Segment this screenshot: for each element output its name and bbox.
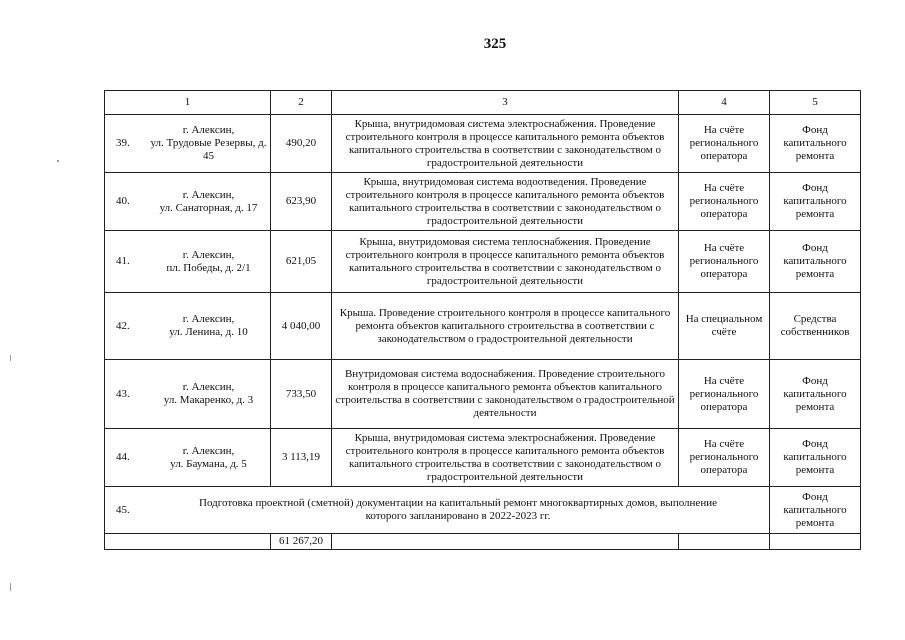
account-cell: На счёте регионального оператора	[679, 429, 770, 487]
address-cell	[105, 173, 271, 231]
funding-source-cell: Средства собственников	[770, 293, 861, 360]
funding-source-cell: Фонд капитального ремонта	[770, 115, 861, 173]
row-number: 42.	[116, 319, 130, 332]
total-label-cell	[105, 534, 271, 550]
empty-cell	[679, 534, 770, 550]
amount-cell: 623,90	[271, 173, 332, 231]
scan-speck	[10, 355, 11, 361]
account-cell: На счёте регионального оператора	[679, 231, 770, 293]
address-cell	[105, 293, 271, 360]
account-cell: На счёте регионального оператора	[679, 173, 770, 231]
repair-table	[104, 90, 861, 550]
address-street: пл. Победы, д. 2/1	[166, 261, 251, 274]
address-street: ул. Трудовые Резервы, д. 45	[150, 137, 267, 162]
amount-cell: 621,05	[271, 231, 332, 293]
table-row	[105, 293, 861, 360]
total-row	[105, 534, 861, 550]
table-row	[105, 173, 861, 231]
table-row	[105, 487, 861, 534]
column-header: 2	[271, 91, 332, 115]
amount-cell: 4 040,00	[271, 293, 332, 360]
work-description: Крыша, внутридомовая система электроснабжения. Проведение строительного контроля в процессе капитального ремонта объектов капитального строительства в соответствии с законодательством о градостроительной деятельности	[332, 429, 679, 487]
total-amount: 61 267,20	[271, 534, 332, 550]
work-description: Крыша, внутридомовая система водоотведения. Проведение строительного контроля в процессе капитального ремонта объектов капитального строительства в соответствии с законодательством о градостроительной деятельности	[332, 173, 679, 231]
address-cell	[105, 360, 271, 429]
table-row	[105, 429, 861, 487]
funding-source-cell: Фонд капитального ремонта	[770, 173, 861, 231]
funding-source-cell: Фонд капитального ремонта	[770, 360, 861, 429]
row-number: 44.	[116, 451, 130, 463]
scan-speck	[57, 160, 59, 162]
work-description: Крыша, внутридомовая система теплоснабжения. Проведение строительного контроля в процессе капитального ремонта объектов капитального строительства в соответствии с законодательством о градостроительной деятельности	[332, 231, 679, 293]
row-number: 43.	[116, 387, 130, 400]
column-header: 1	[105, 91, 271, 115]
address-city: г. Алексин,	[182, 248, 235, 261]
row-number: 40.	[116, 195, 130, 207]
row-number: 45.	[116, 503, 130, 516]
design-docs-text: Подготовка проектной (сметной) документации на капитальный ремонт многоквартирных домов, выполнение которого запланировано в 2022-2023 гг.	[199, 497, 717, 522]
funding-source-cell: Фонд капитального ремонта	[770, 231, 861, 293]
address-city: г. Алексин,	[182, 188, 235, 201]
table-row	[105, 115, 861, 173]
table-row	[105, 360, 861, 429]
amount-cell: 733,50	[271, 360, 332, 429]
row-number: 39.	[116, 137, 130, 149]
funding-source-cell: Фонд капитального ремонта	[770, 487, 861, 534]
work-description: Внутридомовая система водоснабжения. Проведение строительного контроля в процессе капитального ремонта объектов капитального строительства в соответствии с законодательством о градостроительной деятельности	[332, 360, 679, 429]
address-cell	[105, 429, 271, 487]
address-cell	[105, 115, 271, 173]
table-header-row	[105, 91, 861, 115]
address-city: г. Алексин,	[182, 313, 235, 325]
address-street: ул. Ленина, д. 10	[169, 326, 248, 338]
address-city: г. Алексин,	[182, 124, 235, 136]
design-docs-cell	[105, 487, 770, 534]
scan-speck	[10, 583, 11, 591]
address-street: ул. Санаторная, д. 17	[159, 201, 258, 214]
address-street: ул. Макаренко, д. 3	[163, 394, 254, 406]
column-header: 4	[679, 91, 770, 115]
address-city: г. Алексин,	[182, 381, 235, 393]
address-city: г. Алексин,	[182, 444, 235, 457]
account-cell: На счёте регионального оператора	[679, 360, 770, 429]
amount-cell: 490,20	[271, 115, 332, 173]
empty-cell	[770, 534, 861, 550]
work-description: Крыша. Проведение строительного контроля в процессе капитального ремонта объектов капитального строительства в соответствии с законодательством о градостроительной деятельности	[332, 293, 679, 360]
table-row	[105, 231, 861, 293]
empty-cell	[332, 534, 679, 550]
column-header: 3	[332, 91, 679, 115]
work-description: Крыша, внутридомовая система электроснабжения. Проведение строительного контроля в процессе капитального ремонта объектов капитального строительства в соответствии с законодательством о градостроительной деятельности	[332, 115, 679, 173]
address-street: ул. Баумана, д. 5	[170, 457, 247, 470]
amount-cell: 3 113,19	[271, 429, 332, 487]
page-number: 325	[483, 36, 507, 52]
account-cell: На специальном счёте	[679, 293, 770, 360]
account-cell: На счёте регионального оператора	[679, 115, 770, 173]
funding-source-cell: Фонд капитального ремонта	[770, 429, 861, 487]
address-cell	[105, 231, 271, 293]
row-number: 41.	[116, 255, 130, 267]
column-header: 5	[770, 91, 861, 115]
